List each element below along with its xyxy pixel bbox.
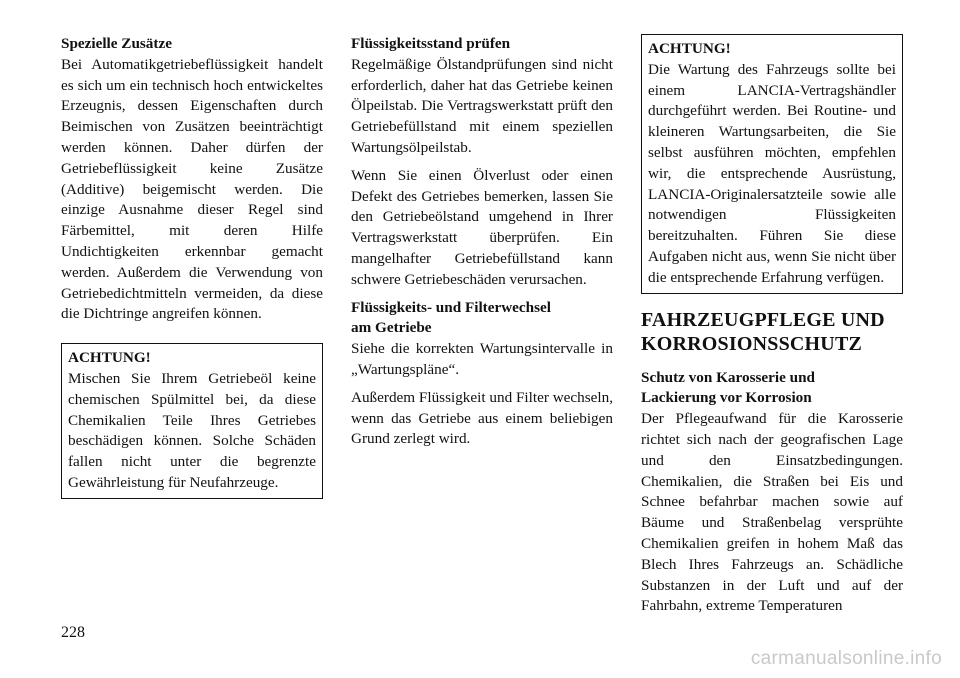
paragraph-filter-wechseln: Außerdem Flüssigkeit und Filter wechseln, wenn das Getriebe aus einem beliebigen Grund zerlegt wird.	[351, 388, 613, 448]
column-right	[641, 34, 903, 624]
heading-karosserie-line2: Lackierung vor Korrosion	[641, 389, 812, 407]
column-left	[61, 34, 323, 499]
heading-fluessigkeitsstand: Flüssigkeitsstand prüfen	[351, 35, 511, 52]
warning-title: ACHTUNG!	[648, 40, 731, 57]
paragraph-karosserie: Der Pflegeaufwand für die Karosserie richtet sich nach der geografischen Lage und den Einsatzbedingungen. Chemikalien, die Straßen bei Eis und Schnee befahrbar machen sowie auf Bäume und Straßenbelag versprühte Chemikalien greifen in hohem Maß das Blech Ihres Fahrzeugs an. Schädliche Substanzen in der Luft und auf der Fahrbahn, extreme Temperaturen	[641, 410, 903, 615]
heading-spezielle-zusaetze: Spezielle Zusätze	[61, 35, 172, 52]
section-title-line1: FAHRZEUGPFLEGE UND	[641, 308, 885, 331]
warning-text: Die Wartung des Fahrzeugs sollte bei einem LANCIA-Vertragshändler durchgeführt werden. Bei Routine- und kleineren Wartungsarbeiten, die Sie selbst ausführen möchten, empfehlen wir, die entsprechende Ausrüstung, LANCIA-Originalersatzteile sowie alle notwendigen Flüssigkeiten bereitzuhalten. Führen Sie diese Aufgaben nicht aus, wenn Sie nicht über die entsprechende Erfahrung verfügen.	[648, 60, 896, 286]
warning-box-getriebeoel	[61, 343, 323, 499]
section-title	[641, 308, 903, 356]
column-middle	[351, 34, 613, 457]
warning-text: Mischen Sie Ihrem Getriebeöl keine chemischen Spülmittel bei, da diese Chemikalien Teile Ihres Getriebes beschädigen können. Solche Schäden fallen nicht unter die begrenzte Gewährleistung für Neufahrzeuge.	[68, 369, 316, 491]
watermark: carmanualsonline.info	[750, 648, 942, 669]
paragraph-zusaetze: Bei Automatikgetriebeflüssigkeit handelt es sich um ein technisch hoch entwickeltes Erzeugnis, dessen Eigenschaften durch Beimischen von Zusätzen beeinträchtigt werden können. Daher dürfen der Getriebeflüssigkeit keine Zusätze (Additive) beigemischt werden. Die einzige Ausnahme dieser Regel sind Färbemittel, mit deren Hilfe Undichtigkeiten erkennbar gemacht werden. Außerdem die Verwendung von Getriebedichtmitteln vermeiden, da diese die Dichtringe angreifen können.	[61, 55, 323, 323]
heading-karosserie-line1: Schutz von Karosserie und	[641, 368, 815, 386]
heading-filterwechsel-line2: am Getriebe	[351, 319, 432, 337]
warning-box-wartung	[641, 34, 903, 294]
paragraph-wartungsintervalle: Siehe die korrekten Wartungsintervalle in „Wartungspläne“.	[351, 340, 613, 378]
paragraph-oelverlust: Wenn Sie einen Ölverlust oder einen Defekt des Getriebes bemerken, lassen Sie den Getriebeölstand umgehend in Ihrer Vertragswerkstatt überprüfen. Ein mangelhafter Getriebefüllstand kann schwere Getriebeschäden verursachen.	[351, 166, 613, 288]
warning-title: ACHTUNG!	[68, 349, 151, 367]
page-number: 228	[61, 624, 85, 641]
heading-filterwechsel-line1: Flüssigkeits- und Filterwechsel	[351, 298, 551, 316]
section-title-line2: KORROSIONSSCHUTZ	[641, 332, 863, 355]
paragraph-oelstand: Regelmäßige Ölstandprüfungen sind nicht erforderlich, daher hat das Getriebe keinen Ölpeilstab. Die Vertragswerkstatt prüft den Getriebefüllstand mit einem speziellen Wartungsölpeilstab.	[351, 55, 613, 156]
